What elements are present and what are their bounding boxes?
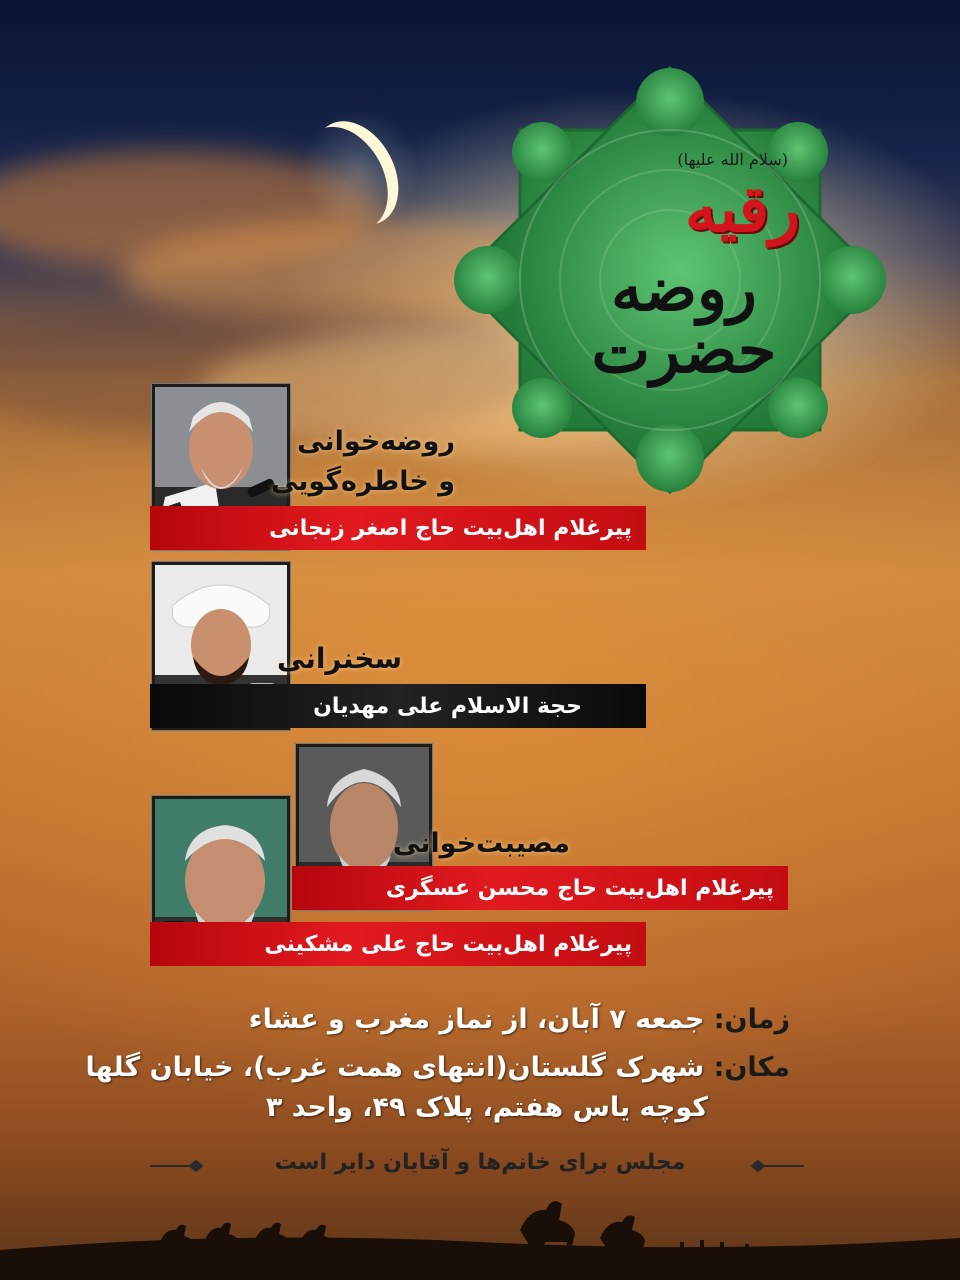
speaker-name-bar [292, 866, 788, 910]
role-rowzeh-line2: و خاطره‌گویی [270, 466, 455, 497]
speaker-name-bar [150, 684, 646, 728]
time-value: جمعه ۷ آبان، از نماز مغرب و عشاء [248, 1004, 705, 1035]
role-rowzeh-line1: روضه‌خوانی [297, 426, 455, 457]
place-label: مکان: [713, 1052, 790, 1083]
speaker-name: پیرغلام اهل‌بیت حاج علی مشکینی [264, 931, 632, 957]
title-name-red: رقیه [684, 172, 800, 247]
event-title [520, 150, 840, 430]
event-place-line2 [266, 1092, 708, 1123]
speaker-name: حجة الاسلام علی مهدیان [313, 693, 582, 719]
time-label: زمان: [713, 1004, 790, 1035]
caravan-silhouette-icon [0, 1180, 960, 1280]
event-time [249, 1004, 790, 1035]
role-mosibat: مصیبت‌خوانی [392, 828, 570, 859]
event-place [86, 1052, 791, 1083]
event-note: مجلس برای خانم‌ها و آقایان دایر است [274, 1150, 686, 1175]
speaker-name-bar [150, 922, 646, 966]
title-main-black: روضه حضرت [591, 252, 777, 387]
place-line1: شهرک گلستان(انتهای همت غرب)، خیابان گلها [85, 1052, 705, 1083]
speaker-name: پیرغلام اهل‌بیت حاج اصغر زنجانی [269, 515, 632, 541]
title-honorific: (سلام الله علیها) [677, 150, 788, 169]
place-line2: کوچه یاس هفتم، پلاک ۴۹، واحد ۳ [265, 1092, 708, 1123]
role-speech: سخنرانی [276, 642, 402, 675]
speaker-name-bar [150, 506, 646, 550]
speaker-name: پیرغلام اهل‌بیت حاج محسن عسگری [385, 875, 774, 901]
